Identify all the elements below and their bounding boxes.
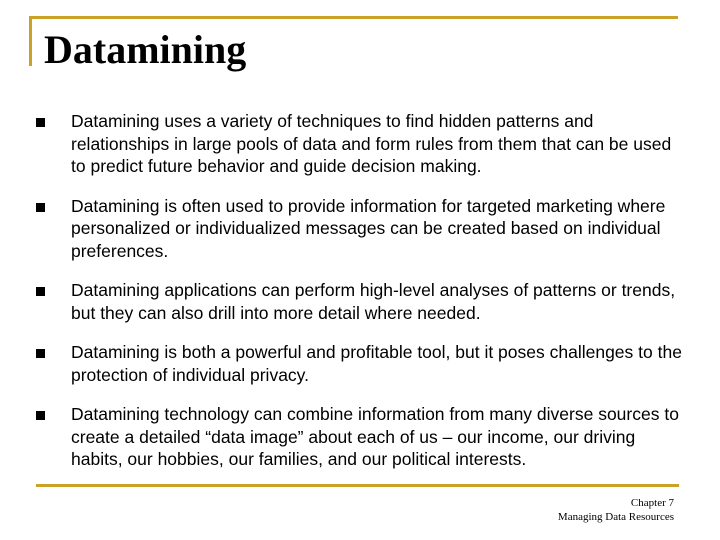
bullet-text: Datamining is often used to provide information for targeted marketing where personalized or individualized messages can be created based on individual preferences. bbox=[71, 195, 666, 261]
bullet-text: Datamining technology can combine information from many diverse sources to create a detailed “data image” about each of us – our income, our driving habits, our hobbies, our families, and our political interests. bbox=[71, 404, 679, 469]
footer-rule bbox=[36, 484, 679, 487]
square-bullet-icon bbox=[36, 203, 45, 212]
bullet-item bbox=[36, 341, 686, 386]
slide-title: Datamining bbox=[44, 27, 247, 72]
bullet-item bbox=[36, 279, 686, 324]
square-bullet-icon bbox=[36, 411, 45, 420]
title-frame-left-rule bbox=[29, 16, 32, 66]
bullet-text: Datamining uses a variety of techniques to find hidden patterns and relationships in large pools of data and form rules from them that can be used to predict future behavior and guide decision making. bbox=[71, 111, 672, 176]
bullet-text: Datamining is both a powerful and profitable tool, but it poses challenges to the protection of individual privacy. bbox=[71, 342, 682, 385]
bullet-text: Datamining applications can perform high-level analyses of patterns or trends, but they can also drill into more detail where needed. bbox=[71, 280, 676, 323]
bullet-item bbox=[36, 110, 686, 178]
bullet-item bbox=[36, 403, 686, 471]
bullet-item bbox=[36, 195, 686, 263]
title-frame-top-rule bbox=[29, 16, 678, 19]
slide-footer bbox=[558, 496, 674, 524]
square-bullet-icon bbox=[36, 118, 45, 127]
footer-subtitle: Managing Data Resources bbox=[557, 511, 674, 523]
footer-chapter: Chapter 7 bbox=[630, 497, 674, 509]
square-bullet-icon bbox=[36, 287, 45, 296]
bullet-list bbox=[36, 110, 686, 488]
square-bullet-icon bbox=[36, 349, 45, 358]
